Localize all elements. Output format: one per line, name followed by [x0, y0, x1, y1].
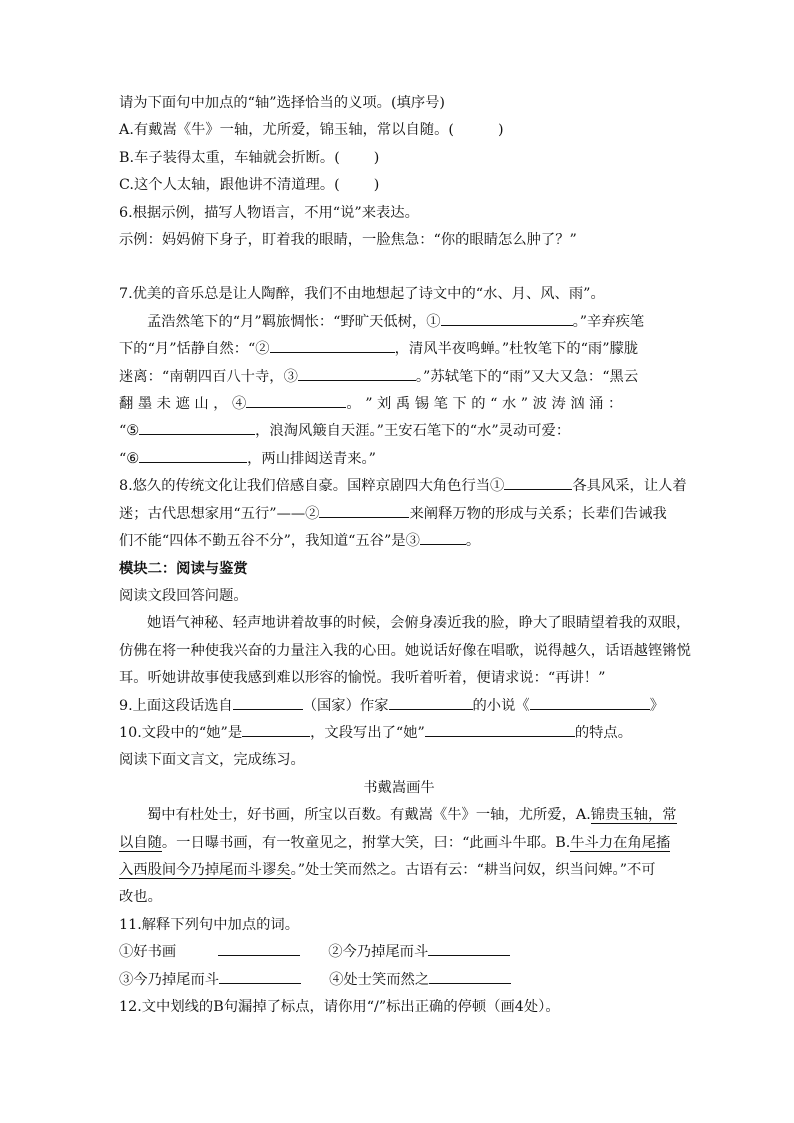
q7-line-5: “⑤ ，浪淘风簸自天涯。”王安石笔下的“水”灵动可爱： [119, 418, 679, 445]
classical-line-4: 改也。 [119, 889, 162, 906]
answer-blank[interactable] [270, 338, 395, 353]
q5-option-a: A.有戴嵩《牛》一轴，尤所爱，锦玉轴，常以自随。( ) [119, 122, 504, 139]
answer-blank[interactable] [246, 393, 346, 408]
answer-blank[interactable] [441, 311, 573, 326]
classical-instruction: 阅读下面文言文，完成练习。 [119, 752, 305, 769]
q5-option-c: C.这个人太轴，跟他讲不清道理。( ) [119, 177, 380, 194]
q6-example: 示例：妈妈俯下身子，盯着我的眼睛，一脸焦急：“你的眼睛怎么肿了？” [119, 232, 577, 249]
classical-line-3: 入西股间今乃掉尾而斗谬矣。”处士笑而然之。古语有云：“耕当问奴，织当问婢。”不可 [119, 861, 656, 878]
q8-line-2: 迷；古代思想家用“五行”——② 来阐释万物的形成与关系；长辈们告诫我 [119, 501, 679, 528]
answer-blank[interactable] [139, 420, 255, 435]
document-body [119, 90, 691, 1021]
classical-title: 书戴嵩画牛 [363, 779, 435, 796]
classical-line-2: 以自随。一日曝书画，有一牧童见之，拊掌大笑，曰：“此画斗牛耶。B.牛斗力在角尾搐 [119, 834, 671, 851]
passage-line-3: 耳。听她讲故事使我感到难以形容的愉悦。我听着听着，便请求说：“再讲！” [119, 670, 606, 687]
q8-line-3: 们不能“四体不勤五谷不分”，我知道“五谷”是③ 。 [119, 528, 679, 555]
answer-blank[interactable] [298, 366, 416, 381]
answer-blank[interactable] [139, 448, 247, 463]
q7-line-2: 下的“月”恬静自然：“② ，清风半夜鸣蝉。”杜牧笔下的“雨”朦胧 [119, 336, 679, 363]
answer-blank[interactable] [218, 941, 300, 956]
q10-question: 10.文段中的“她”是 ，文段写出了“她” 的特点。 [119, 720, 679, 747]
q11-items-row-2: ③今乃掉尾而斗 ④处士笑而然之 [119, 967, 679, 994]
answer-blank[interactable] [530, 695, 650, 710]
q8-line-1: 8.悠久的传统文化让我们倍感自豪。国粹京剧四大角色行当① 各具风采，让人着 [119, 473, 679, 500]
q12-question: 12.文中划线的B句漏掉了标点，请你用“/”标出正确的停顿（画4处）。 [119, 999, 560, 1015]
q5-instruction: 请为下面句中加点的“轴”选择恰当的义项。(填序号) [119, 95, 446, 111]
q7-line-4: 翻 墨 未 遮 山 ， ④ 。 ” 刘 禹 锡 笔 下 的 “ 水 ” 波 涛 汹 涌 ： [119, 391, 679, 418]
answer-blank[interactable] [504, 475, 572, 490]
q7-line-3: 迷离：“南朝四百八十寺，③ 。”苏轼笔下的“雨”又大又急：“黑云 [119, 364, 679, 391]
q7-question: 7.优美的音乐总是让人陶醉，我们不由地想起了诗文中的“水、月、风、雨”。 [119, 286, 605, 303]
answer-blank[interactable] [428, 941, 510, 956]
passage-line-2: 仿佛在将一种使我兴奋的力量注入我的心田。她说话好像在唱歌，说得越久，话语越铿锵悦 [119, 642, 691, 659]
q7-line-6: “⑥ ，两山排闼送青来。” [119, 446, 679, 473]
q11-question: 11.解释下列句中加点的词。 [119, 916, 300, 933]
answer-blank[interactable] [242, 722, 310, 737]
module-two-heading: 模块二：阅读与鉴赏 [119, 560, 248, 577]
answer-blank[interactable] [233, 695, 303, 710]
passage-line-1: 她语气神秘、轻声地讲着故事的时候，会俯身凑近我的脸，睁大了眼睛望着我的双眼， [147, 615, 691, 632]
q7-line-1: 孟浩然笔下的“月”羁旅惆怅：“野旷天低树，① 。”辛弃疾笔 [119, 309, 679, 336]
classical-line-1: 蜀中有杜处士，好书画，所宝以百数。有戴嵩《牛》一轴，尤所爱，A.锦贵玉轴，常 [147, 807, 677, 824]
q9-question: 9.上面这段话选自 （国家）作家 的小说《 》 [119, 693, 679, 720]
answer-blank[interactable] [389, 695, 473, 710]
answer-blank[interactable] [429, 969, 511, 984]
answer-blank[interactable] [219, 969, 301, 984]
answer-blank[interactable] [319, 503, 409, 518]
q5-option-b: B.车子装得太重，车轴就会折断。( ) [119, 149, 380, 166]
q11-items-row-1: ①好书画 ②今乃掉尾而斗 [119, 939, 679, 966]
answer-blank[interactable] [425, 722, 575, 737]
reading-instruction: 阅读文段回答问题。 [119, 587, 248, 604]
answer-space [119, 254, 679, 281]
answer-blank[interactable] [420, 530, 466, 545]
q6-question: 6.根据示例，描写人物语言，不用“说”来表达。 [119, 204, 419, 221]
